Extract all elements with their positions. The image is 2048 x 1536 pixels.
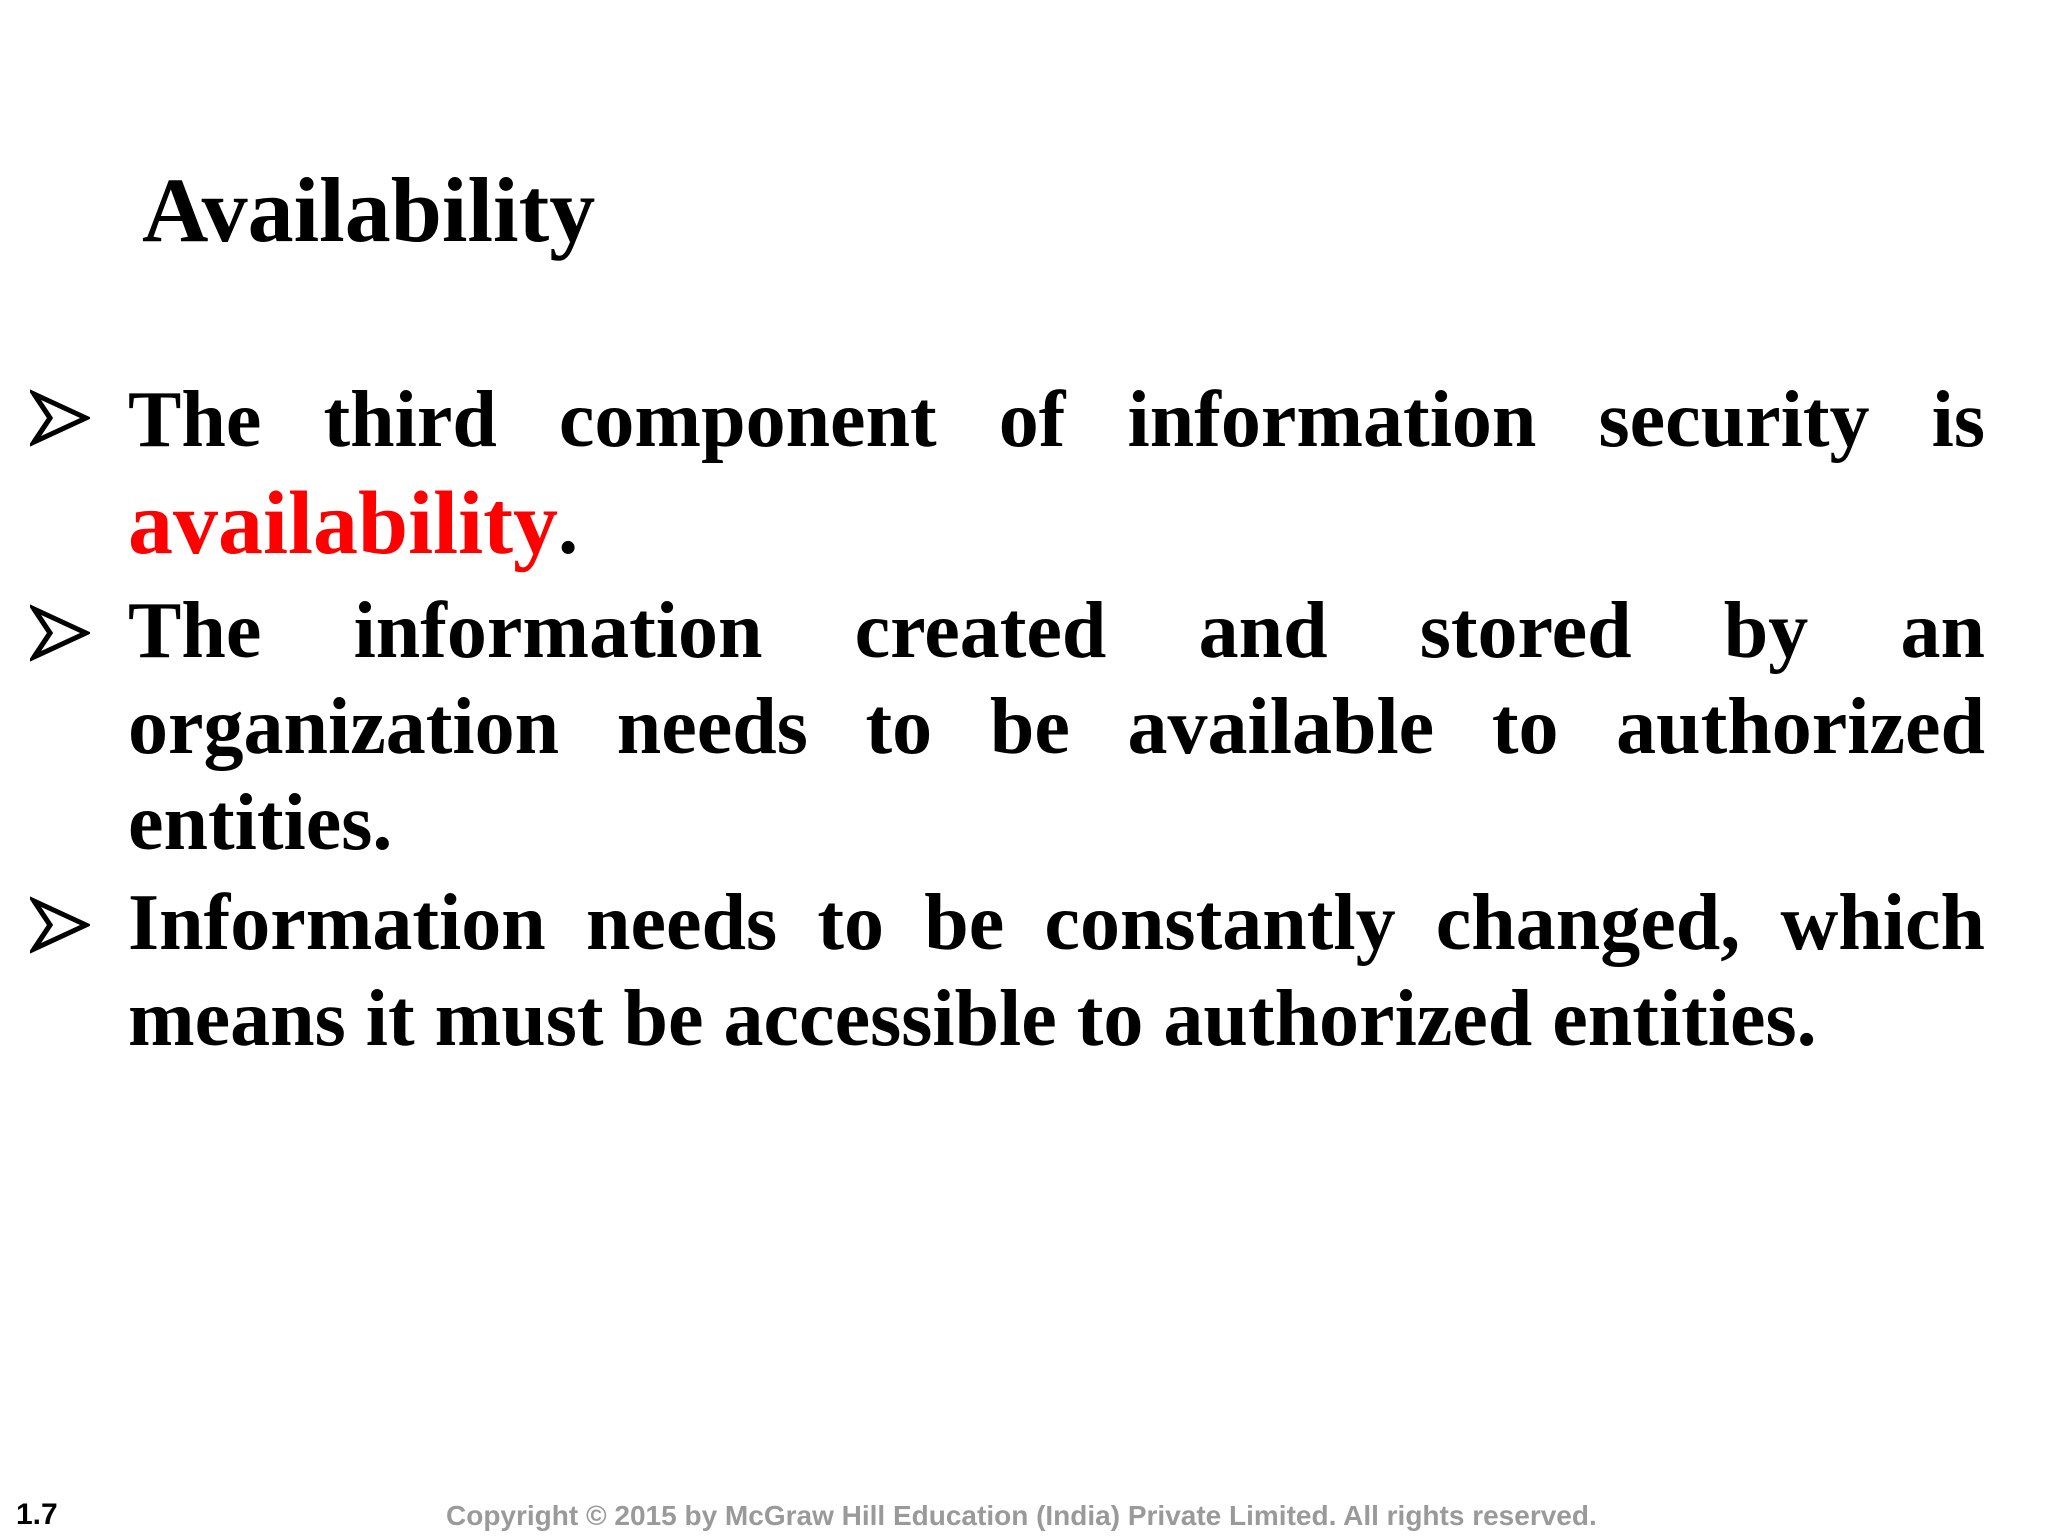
bullet-text-tail: . bbox=[558, 483, 579, 571]
bullet-list bbox=[30, 368, 1985, 1071]
bullet-item bbox=[30, 875, 1985, 1067]
arrowhead-bullet-icon bbox=[30, 895, 90, 955]
arrowhead-bullet-icon bbox=[30, 388, 90, 448]
bullet-text-lead: The third component of information security is bbox=[128, 376, 1985, 464]
arrowhead-bullet-icon bbox=[30, 603, 90, 663]
bullet-text bbox=[128, 368, 1985, 579]
slide-title: Availability bbox=[142, 159, 596, 261]
bullet-item bbox=[30, 368, 1985, 579]
bullet-text: Information needs to be constantly changed, which means it must be accessible to authorized entities. bbox=[128, 879, 1985, 1063]
copyright-notice: Copyright © 2015 by McGraw Hill Education (India) Private Limited. All rights reserved. bbox=[446, 1500, 1597, 1531]
bullet-item bbox=[30, 583, 1985, 871]
slide-number: 1.7 bbox=[16, 1498, 58, 1531]
highlighted-term: availability bbox=[128, 474, 559, 573]
bullet-text: The information created and stored by an organization needs to be available to authorized entities. bbox=[128, 587, 1985, 867]
